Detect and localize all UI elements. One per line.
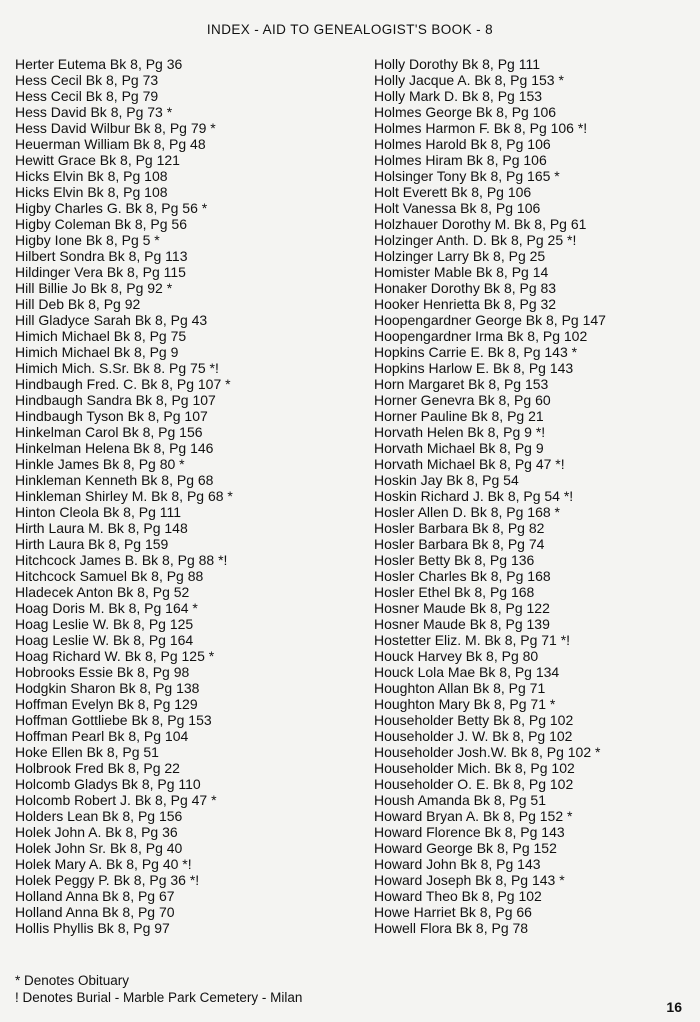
index-entry: Himich Mich. S.Sr. Bk 8. Pg 75 *! [15,360,219,376]
index-entry: Hicks Elvin Bk 8, Pg 108 [15,168,168,184]
index-entry: Higby Ione Bk 8, Pg 5 * [15,232,160,248]
index-entry: Hinkelman Carol Bk 8, Pg 156 [15,424,203,440]
index-entry: Householder Mich. Bk 8, Pg 102 [374,760,575,776]
index-entry: Hosler Ethel Bk 8, Pg 168 [374,584,535,600]
index-entry: Hewitt Grace Bk 8, Pg 121 [15,152,180,168]
index-entry: Hoopengardner Irma Bk 8, Pg 102 [374,328,588,344]
page-number: 16 [666,999,682,1015]
index-entry: Hobrooks Essie Bk 8, Pg 98 [15,664,190,680]
index-entry: Holmes Harmon F. Bk 8, Pg 106 *! [374,120,588,136]
index-entry: Holt Vanessa Bk 8, Pg 106 [374,200,541,216]
index-entry: Hess David Bk 8, Pg 73 * [15,104,173,120]
index-entry: Hooker Henrietta Bk 8, Pg 32 [374,296,557,312]
index-entry: Hosler Betty Bk 8, Pg 136 [374,552,535,568]
index-entry: Hindbaugh Sandra Bk 8, Pg 107 [15,392,216,408]
index-entry: Hirth Laura Bk 8, Pg 159 [15,536,169,552]
index-entry: Hitchcock Samuel Bk 8, Pg 88 [15,568,204,584]
index-entry: Howard Bryan A. Bk 8, Pg 152 * [374,808,573,824]
index-entry: Hoffman Gottliebe Bk 8, Pg 153 [15,712,212,728]
index-entry: Hoffman Evelyn Bk 8, Pg 129 [15,696,198,712]
index-entry: Houck Lola Mae Bk 8, Pg 134 [374,664,560,680]
index-entry: Houghton Mary Bk 8, Pg 71 * [374,696,556,712]
index-entry: Holmes Hiram Bk 8, Pg 106 [374,152,547,168]
index-entry: Hess Cecil Bk 8, Pg 79 [15,88,159,104]
index-entry: Horvath Michael Bk 8, Pg 9 [374,440,544,456]
index-entry: Holcomb Gladys Bk 8, Pg 110 [15,776,201,792]
index-entry: Hoopengardner George Bk 8, Pg 147 [374,312,606,328]
index-entry: Holzhauer Dorothy M. Bk 8, Pg 61 [374,216,587,232]
index-entry: Horner Genevra Bk 8, Pg 60 [374,392,551,408]
index-entry: Holzinger Larry Bk 8, Pg 25 [374,248,546,264]
index-entry: Hitchcock James B. Bk 8, Pg 88 *! [15,552,228,568]
index-entry: Holek John A. Bk 8, Pg 36 [15,824,178,840]
index-entry: Hostetter Eliz. M. Bk 8, Pg 71 *! [374,632,571,648]
index-entry: Hoke Ellen Bk 8, Pg 51 [15,744,159,760]
index-entry: Holly Jacque A. Bk 8, Pg 153 * [374,72,564,88]
legend [15,972,302,1006]
index-entry: Holmes Harold Bk 8, Pg 106 [374,136,551,152]
index-entry: Honaker Dorothy Bk 8, Pg 83 [374,280,557,296]
index-entry: Holsinger Tony Bk 8, Pg 165 * [374,168,560,184]
index-entry: Houghton Allan Bk 8, Pg 71 [374,680,546,696]
index-entry: Hosler Allen D. Bk 8, Pg 168 * [374,504,560,520]
index-entry: Holders Lean Bk 8, Pg 156 [15,808,183,824]
index-entry: Hess Cecil Bk 8, Pg 73 [15,72,159,88]
index-entry: Holland Anna Bk 8, Pg 70 [15,904,175,920]
index-entry: Howard John Bk 8, Pg 143 [374,856,541,872]
index-entry: Holly Mark D. Bk 8, Pg 153 [374,88,543,104]
index-entry: Holly Dorothy Bk 8, Pg 111 [374,56,541,72]
index-entry: Hladecek Anton Bk 8, Pg 52 [15,584,190,600]
index-entry: Houck Harvey Bk 8, Pg 80 [374,648,539,664]
legend-obituary: * Denotes Obituary [15,973,130,988]
index-entry: Hinkleman Kenneth Bk 8, Pg 68 [15,472,214,488]
index-entry: Holzinger Anth. D. Bk 8, Pg 25 *! [374,232,577,248]
index-entry: Homister Mable Bk 8, Pg 14 [374,264,549,280]
index-entry: Hopkins Harlow E. Bk 8, Pg 143 [374,360,574,376]
index-entry: Heuerman William Bk 8, Pg 48 [15,136,206,152]
index-entry: Hoag Richard W. Bk 8, Pg 125 * [15,648,215,664]
index-entry: Householder Josh.W. Bk 8, Pg 102 * [374,744,601,760]
index-entry: Hirth Laura M. Bk 8, Pg 148 [15,520,188,536]
index-entry: Howard Florence Bk 8, Pg 143 [374,824,565,840]
index-entry: Hosler Barbara Bk 8, Pg 82 [374,520,545,536]
index-entry: Howard Theo Bk 8, Pg 102 [374,888,542,904]
index-entry: Holland Anna Bk 8, Pg 67 [15,888,175,904]
index-entry: Hildinger Vera Bk 8, Pg 115 [15,264,186,280]
index-entry: Herter Eutema Bk 8, Pg 36 [15,56,183,72]
index-entry: Hicks Elvin Bk 8, Pg 108 [15,184,168,200]
index-entry: Howe Harriet Bk 8, Pg 66 [374,904,532,920]
index-entry: Horvath Helen Bk 8, Pg 9 *! [374,424,546,440]
index-entry: Holt Everett Bk 8, Pg 106 [374,184,532,200]
index-entry: Hill Gladyce Sarah Bk 8, Pg 43 [15,312,208,328]
index-entry: Householder J. W. Bk 8, Pg 102 [374,728,573,744]
index-entry: Hosner Maude Bk 8, Pg 139 [374,616,550,632]
legend-burial: ! Denotes Burial - Marble Park Cemetery - Milan [15,990,303,1005]
index-entry: Himich Michael Bk 8, Pg 9 [15,344,179,360]
index-entry: Hopkins Carrie E. Bk 8, Pg 143 * [374,344,578,360]
index-entry: Housh Amanda Bk 8, Pg 51 [374,792,546,808]
index-entry: Hoag Leslie W. Bk 8, Pg 125 [15,616,194,632]
index-entry: Hosler Charles Bk 8, Pg 168 [374,568,551,584]
index-entry: Hoskin Richard J. Bk 8, Pg 54 *! [374,488,574,504]
index-entry: Hill Billie Jo Bk 8, Pg 92 * [15,280,173,296]
index-entry: Howell Flora Bk 8, Pg 78 [374,920,529,936]
index-entry: Hill Deb Bk 8, Pg 92 [15,296,141,312]
page-title: INDEX - AID TO GENEALOGIST'S BOOK - 8 [206,22,494,37]
index-entry: Howard George Bk 8, Pg 152 [374,840,557,856]
index-entry: Hilbert Sondra Bk 8, Pg 113 [15,248,188,264]
index-entry: Hoffman Pearl Bk 8, Pg 104 [15,728,189,744]
index-entry: Hollis Phyllis Bk 8, Pg 97 [15,920,170,936]
index-entry: Higby Charles G. Bk 8, Pg 56 * [15,200,208,216]
index-entry: Hinkle James Bk 8, Pg 80 * [15,456,185,472]
index-entry: Holek Mary A. Bk 8, Pg 40 *! [15,856,192,872]
index-entry: Hinkleman Shirley M. Bk 8, Pg 68 * [15,488,233,504]
index-entry: Hosler Barbara Bk 8, Pg 74 [374,536,545,552]
index-entry: Hosner Maude Bk 8, Pg 122 [374,600,550,616]
index-entry: Horner Pauline Bk 8, Pg 21 [374,408,544,424]
index-entry: Hindbaugh Fred. C. Bk 8, Pg 107 * [15,376,231,392]
index-entry: Holbrook Fred Bk 8, Pg 22 [15,760,180,776]
index-entry: Hoag Leslie W. Bk 8, Pg 164 [15,632,194,648]
index-entry: Holek John Sr. Bk 8, Pg 40 [15,840,183,856]
index-entry: Hodgkin Sharon Bk 8, Pg 138 [15,680,200,696]
index-entry: Hindbaugh Tyson Bk 8, Pg 107 [15,408,208,424]
index-column-right [374,56,694,936]
index-entry: Horvath Michael Bk 8, Pg 47 *! [374,456,565,472]
index-entry: Horn Margaret Bk 8, Pg 153 [374,376,549,392]
index-column-left [15,56,360,936]
index-entry: Holmes George Bk 8, Pg 106 [374,104,557,120]
index-entry: Holcomb Robert J. Bk 8, Pg 47 * [15,792,217,808]
index-entry: Himich Michael Bk 8, Pg 75 [15,328,187,344]
index-entry: Hinkelman Helena Bk 8, Pg 146 [15,440,214,456]
index-entry: Hess David Wilbur Bk 8, Pg 79 * [15,120,216,136]
index-entry: Howard Joseph Bk 8, Pg 143 * [374,872,565,888]
index-entry: Holek Peggy P. Bk 8, Pg 36 *! [15,872,200,888]
index-entry: Hoskin Jay Bk 8, Pg 54 [374,472,519,488]
index-entry: Hoag Doris M. Bk 8, Pg 164 * [15,600,198,616]
index-entry: Higby Coleman Bk 8, Pg 56 [15,216,187,232]
index-entry: Householder Betty Bk 8, Pg 102 [374,712,574,728]
index-entry: Householder O. E. Bk 8, Pg 102 [374,776,574,792]
index-entry: Hinton Cleola Bk 8, Pg 111 [15,504,182,520]
